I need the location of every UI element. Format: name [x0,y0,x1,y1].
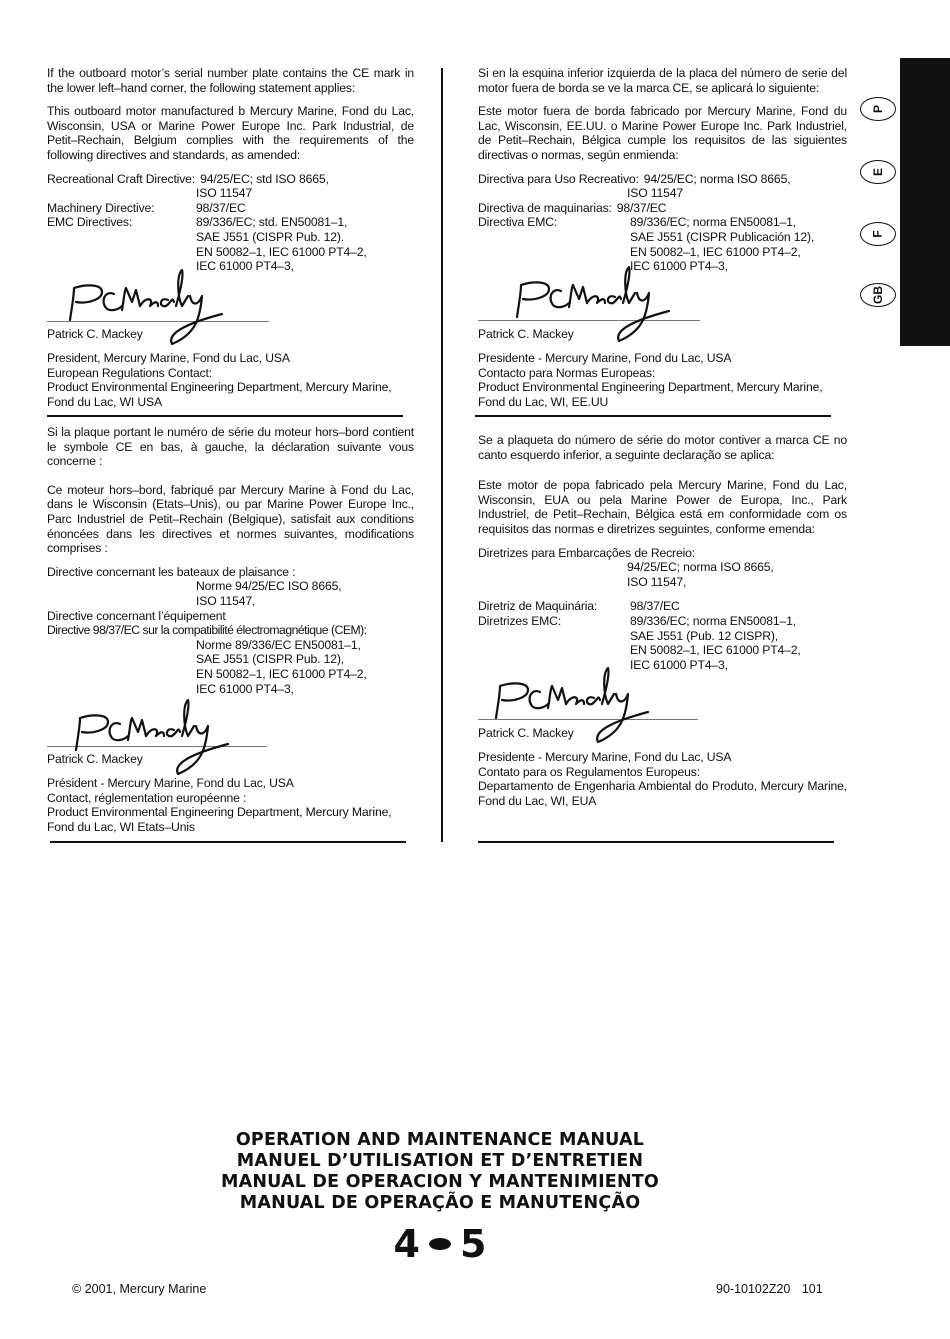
fr-dir1-value-0: Norme 94/25/EC ISO 8665, [196,579,342,594]
es-divider [475,415,831,417]
pt-signer-name: Patrick C. Mackey [478,726,574,740]
pt-emc-value-3: IEC 61000 PT4–3, [630,657,728,672]
en-divider [47,415,403,417]
footer-document-id [716,1282,823,1296]
fr-dir3-value-1: SAE J551 (CISPR Pub. 12), [196,652,344,667]
fr-dir1-value-1: ISO 11547, [196,593,256,608]
fr-closing-contact: Contact, réglementation européenne : [47,790,247,805]
page-chapter: 4 [393,1222,420,1266]
en-closing-dept: Product Environmental Engineering Department, Mercury Marine, Fond du Lac, WI USA [47,380,392,409]
es-maq-label: Directiva de maquinarias: [478,200,612,215]
en-rcd-label: Recreational Craft Directive: [47,171,196,186]
tab-f[interactable] [860,222,896,246]
tab-gb-label: GB [871,286,885,304]
footer-copyright [72,1282,206,1296]
en-signer-name: Patrick C. Mackey [47,327,143,341]
footer-part-number: 90-10102Z20 [716,1282,791,1296]
es-signature [509,259,679,349]
fr-dir3-value-3: IEC 61000 PT4–3, [196,681,294,696]
es-emc-value-2: EN 50082–1, IEC 61000 PT4–2, [630,244,801,259]
pt-body: Este motor de popa fabricado pela Mercury Marine, Fond du Lac, Wisconsin, EUA ou pela Marine Power de Europa, Inc., Park Industriel, de Petit–Rechain, Bélgica está em conformidade com os requisitos das normas e diretrizes seguintes, conforme emenda: [478,478,847,536]
pt-emc-value-1: SAE J551 (Pub. 12 CISPR), [630,628,778,643]
pt-closing [478,750,847,808]
en-closing-contact: European Regulations Contact: [47,365,213,380]
pt-rec-value-1: ISO 11547, [627,574,687,589]
es-emc-label: Directiva EMC: [478,215,558,230]
title-english: OPERATION AND MAINTENANCE MANUAL [235,1130,645,1150]
title-french: MANUEL D’UTILISATION ET D’ENTRETIEN [236,1151,644,1171]
pt-rec-value-0: 94/25/EC; norma ISO 8665, [627,560,774,575]
en-intro: If the outboard motor’s serial number plate contains the CE mark in the lower left–hand corner, the following statement applies: [47,66,414,95]
pt-directives [478,546,847,673]
en-closing [47,351,414,409]
es-closing [478,351,847,409]
es-section [478,66,847,274]
title-portuguese: MANUAL DE OPERAÇÃO E MANUTENÇÃO [239,1193,641,1213]
footer-company: Mercury Marine [119,1282,207,1296]
fr-dir3-value-0: Norme 89/336/EC EN50081–1, [196,637,361,652]
fr-dir3-label: Directive 98/37/EC sur la compatibilité électromagnétique (CEM): [47,623,367,638]
es-closing-contact: Contacto para Normas Europeas: [478,365,656,380]
en-md-label: Machinery Directive: [47,200,155,215]
fr-dir1-label: Directive concernant les bateaux de plaisance : [47,564,296,579]
pt-closing-dept: Departamento de Engenharia Ambiental do Produto, Mercury Marine, Fond du Lac, WI, EUA [478,779,847,808]
es-signer-name: Patrick C. Mackey [478,327,574,341]
tab-e[interactable] [860,160,896,184]
pt-closing-contact: Contato para os Regulamentos Europeus: [478,764,700,779]
tab-p-label: P [870,104,885,114]
tab-gb[interactable] [860,283,896,307]
en-rcd-value2: ISO 11547 [196,186,253,201]
title-spanish: MANUAL DE OPERACION Y MANTENIMIENTO [220,1172,660,1192]
fr-signer-name: Patrick C. Mackey [47,752,143,766]
page-index: 5 [460,1222,487,1266]
es-rec-value2: ISO 11547 [627,186,684,201]
fr-directives [47,565,414,696]
en-section [47,66,414,274]
pt-emc-label: Diretrizes EMC: [478,613,562,628]
es-closing-title: Presidente - Mercury Marine, Fond du Lac, USA [478,351,732,365]
pt-maq-value: 98/37/EC [630,599,680,614]
en-emc-value-1: SAE J551 (CISPR Pub. 12). [196,229,344,244]
en-directives [47,172,414,274]
en-closing-title: President, Mercury Marine, Fond du Lac, USA [47,351,290,365]
fr-divider [50,841,406,843]
pt-emc-value-2: EN 50082–1, IEC 61000 PT4–2, [630,643,801,658]
en-body: This outboard motor manufactured b Mercury Marine, Fond du Lac, Wisconsin, USA or Marine Power Europe Inc. Park Industrial, de Petit–Rechain, Belgium complies with the requirements of the following directives and standards, as amended: [47,104,414,162]
tab-f-label: F [871,230,885,238]
es-closing-dept: Product Environmental Engineering Department, Mercury Marine, Fond du Lac, WI, EE.UU [478,380,823,409]
copyright-icon: © [72,1282,82,1296]
page-number [370,1222,510,1266]
es-rec-label: Directiva para Uso Recreativo: [478,171,639,186]
es-emc-value-0: 89/336/EC; norma EN50081–1, [630,215,797,230]
pt-divider [478,841,834,843]
es-emc-value-1: SAE J551 (CISPR Publicación 12), [630,229,815,244]
manual-titles [150,1130,730,1214]
fr-section [47,425,414,696]
en-rcd-value: 94/25/EC; std ISO 8665, [200,171,329,186]
fr-body: Ce moteur hors–bord, fabriqué par Mercury Marine à Fond du Lac, dans le Wisconsin (Etats–Unis), ou par Marine Power Europe Inc., Parc Industriel de Petit–Rechain (Belgique), satisfait aux conditions énoncées dans les directives et normes suivantes, modifications comprises : [47,482,414,556]
bullet-icon [429,1238,451,1250]
fr-dir2-label: Directive concernant l’équipement [47,608,226,623]
footer-year: 2001, [84,1282,116,1296]
en-emc-value-2: EN 50082–1, IEC 61000 PT4–2, [196,244,367,259]
pt-closing-title: Presidente - Mercury Marine, Fond du Lac, USA [478,750,732,764]
en-signature [62,262,232,352]
en-emc-value-3: IEC 61000 PT4–3, [196,259,294,274]
es-intro: Si en la esquina inferior izquierda de la placa del número de serie del motor fuera de borda se ve la marca CE, se aplicará lo siguiente: [478,66,847,95]
fr-intro: Si la plaque portant le numéro de série du moteur hors–bord contient le symbole CE en bas, à gauche, la déclaration suivante vous concerne : [47,425,414,469]
language-sidebar-bar [900,58,950,346]
fr-closing-dept: Product Environmental Engineering Department, Mercury Marine, Fond du Lac, WI Etats–Unis [47,805,392,834]
es-maq-value: 98/37/EC [616,200,667,215]
en-md-value: 98/37/EC [196,200,246,215]
pt-emc-value-0: 89/336/EC; norma EN50081–1, [630,613,797,628]
en-emc-value-0: 89/336/EC; std. EN50081–1, [196,215,348,230]
fr-closing [47,776,414,834]
fr-closing-title: Président - Mercury Marine, Fond du Lac, USA [47,776,294,790]
tab-p[interactable] [860,97,896,121]
es-emc-value-3: IEC 61000 PT4–3, [630,259,728,274]
en-emc-label: EMC Directives: [47,215,133,230]
es-body: Este motor fuera de borda fabricado por Mercury Marine, Fond du Lac, Wisconsin, EE.UU. o Marine Power Europe Inc. Park Industriel, de Petit–Rechain, Bélgica cumple los requisitos de las siguientes directivas o normas, según enmienda: [478,104,847,162]
es-rec-value: 94/25/EC; norma ISO 8665, [643,171,791,186]
tab-e-label: E [870,167,885,177]
footer-sheet: 101 [801,1282,823,1296]
fr-signature [68,692,238,782]
column-divider [441,68,443,842]
pt-section [478,433,847,672]
pt-intro: Se a plaqueta do número de série do motor contiver a marca CE no canto esquerdo inferior, a seguinte declaração se aplica: [478,433,847,462]
fr-dir3-value-2: EN 50082–1, IEC 61000 PT4–2, [196,666,367,681]
pt-rec-label: Diretrizes para Embarcações de Recreio: [478,545,696,560]
pt-maq-label: Diretriz de Maquinária: [478,599,598,614]
pt-signature [488,660,658,750]
